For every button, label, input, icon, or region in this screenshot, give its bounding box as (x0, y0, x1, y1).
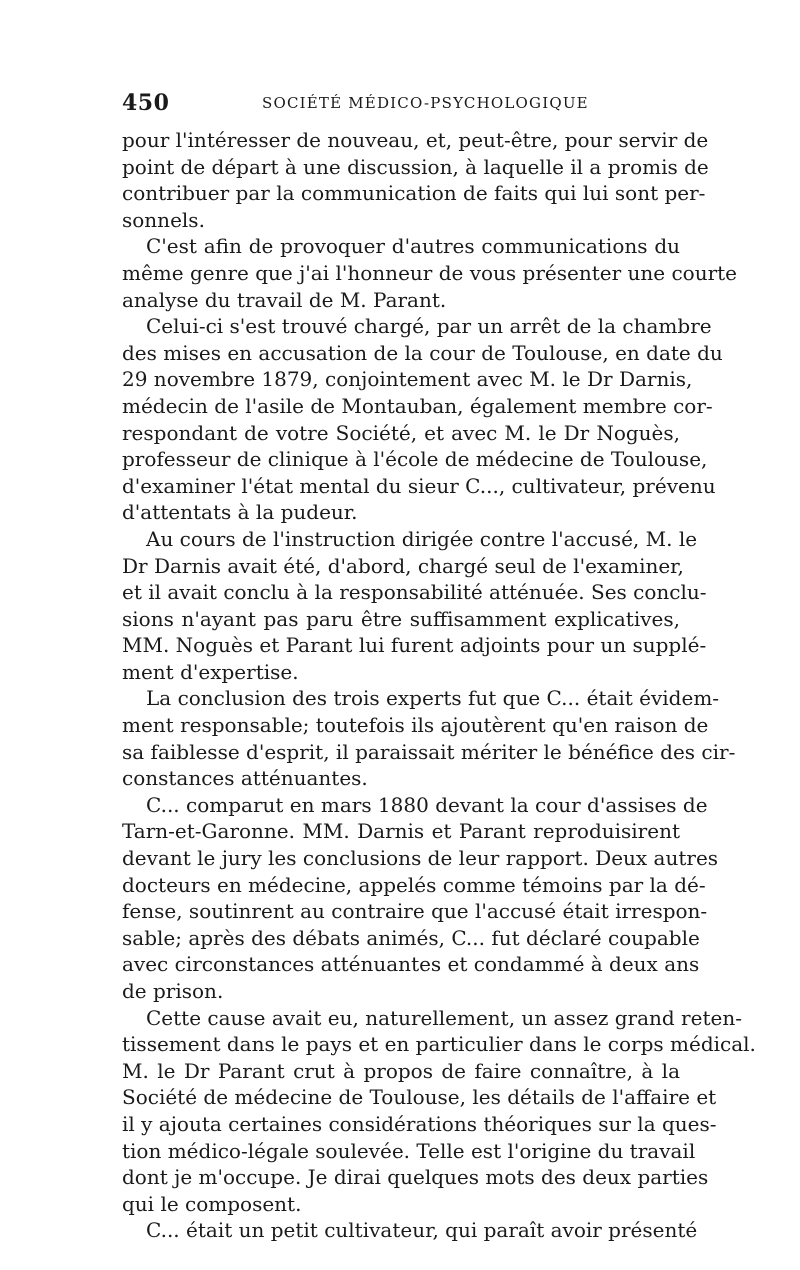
text-line: fense, soutinrent au contraire que l'accusé était irrespon- (122, 899, 708, 924)
text-line: même genre que j'ai l'honneur de vous présenter une courte (122, 260, 738, 285)
text-line: respondant de votre Société, et avec M. le Dr Noguès, (122, 420, 680, 445)
text-line: d'examiner l'état mental du sieur C..., cultivateur, prévenu (122, 473, 716, 498)
text-line: Dr Darnis avait été, d'abord, chargé seul de l'examiner, (122, 553, 684, 578)
text-line: d'attentats à la pudeur. (122, 500, 358, 525)
text-line: C... était un petit cultivateur, qui paraît avoir présenté (146, 1218, 698, 1243)
text-line: 29 novembre 1879, conjointement avec M. le Dr Darnis, (122, 367, 693, 392)
text-line: de prison. (122, 979, 224, 1003)
text-line: analyse du travail de M. Parant. (122, 287, 447, 312)
text-line: Tarn-et-Garonne. MM. Darnis et Parant reproduisirent (122, 819, 680, 844)
body-text (122, 127, 756, 1244)
text-line: Au cours de l'instruction dirigée contre l'accusé, M. le (146, 526, 698, 551)
text-line: Celui-ci s'est trouvé chargé, par un arrêt de la chambre (146, 314, 712, 339)
page-header (122, 90, 680, 116)
text-line: C'est afin de provoquer d'autres communications du (146, 234, 680, 259)
text-line: professeur de clinique à l'école de médecine de Toulouse, (122, 447, 708, 472)
text-line: tissement dans le pays et en particulier dans le corps médical. (122, 1032, 756, 1057)
text-line: ment responsable; toutefois ils ajoutèrent qu'en raison de (122, 713, 709, 738)
text-line: sions n'ayant pas paru être suffisamment explicatives, (122, 606, 680, 631)
text-line: contribuer par la communication de faits qui lui sont per- (122, 181, 706, 206)
text-line: avec circonstances atténuantes et condammé à deux ans (122, 952, 700, 977)
text-line: il y ajouta certaines considérations théoriques sur la ques- (122, 1111, 717, 1136)
text-line: sonnels. (122, 207, 205, 232)
text-line: pour l'intéresser de nouveau, et, peut-être, pour servir de (122, 128, 709, 152)
text-line: sable; après des débats animés, C... fut déclaré coupable (122, 925, 700, 950)
text-line: MM. Noguès et Parant lui furent adjoints pour un supplé- (122, 633, 707, 658)
text-line: des mises en accusation de la cour de Toulouse, en date du (122, 340, 723, 365)
text-line: qui le composent. (122, 1191, 302, 1216)
text-line: M. le Dr Parant crut à propos de faire connaître, à la (122, 1058, 680, 1083)
text-line: C... comparut en mars 1880 devant la cour d'assises de (146, 792, 708, 817)
text-line: ment d'expertise. (122, 659, 299, 684)
text-line: Cette cause avait eu, naturellement, un assez grand reten- (146, 1005, 742, 1030)
text-line: constances atténuantes. (122, 766, 368, 791)
text-line: et il avait conclu à la responsabilité atténuée. Ses conclu- (122, 580, 707, 605)
text-line: La conclusion des trois experts fut que C... était évidem- (146, 686, 720, 711)
text-line: Société de médecine de Toulouse, les détails de l'affaire et (122, 1085, 717, 1110)
text-line: sa faiblesse d'esprit, il paraissait mériter le bénéfice des cir- (122, 739, 736, 764)
text-line: médecin de l'asile de Montauban, également membre cor- (122, 393, 713, 418)
text-line: tion médico-légale soulevée. Telle est l'origine du travail (122, 1138, 696, 1163)
text-line: dont je m'occupe. Je dirai quelques mots des deux parties (122, 1165, 709, 1190)
text-line: docteurs en médecine, appelés comme témoins par la dé- (122, 872, 706, 897)
running-title: SOCIÉTÉ MÉDICO-PSYCHOLOGIQUE (262, 94, 589, 112)
text-line: point de départ à une discussion, à laquelle il a promis de (122, 154, 709, 179)
page-number: 450 (122, 90, 170, 116)
text-line: devant le jury les conclusions de leur rapport. Deux autres (122, 846, 719, 871)
